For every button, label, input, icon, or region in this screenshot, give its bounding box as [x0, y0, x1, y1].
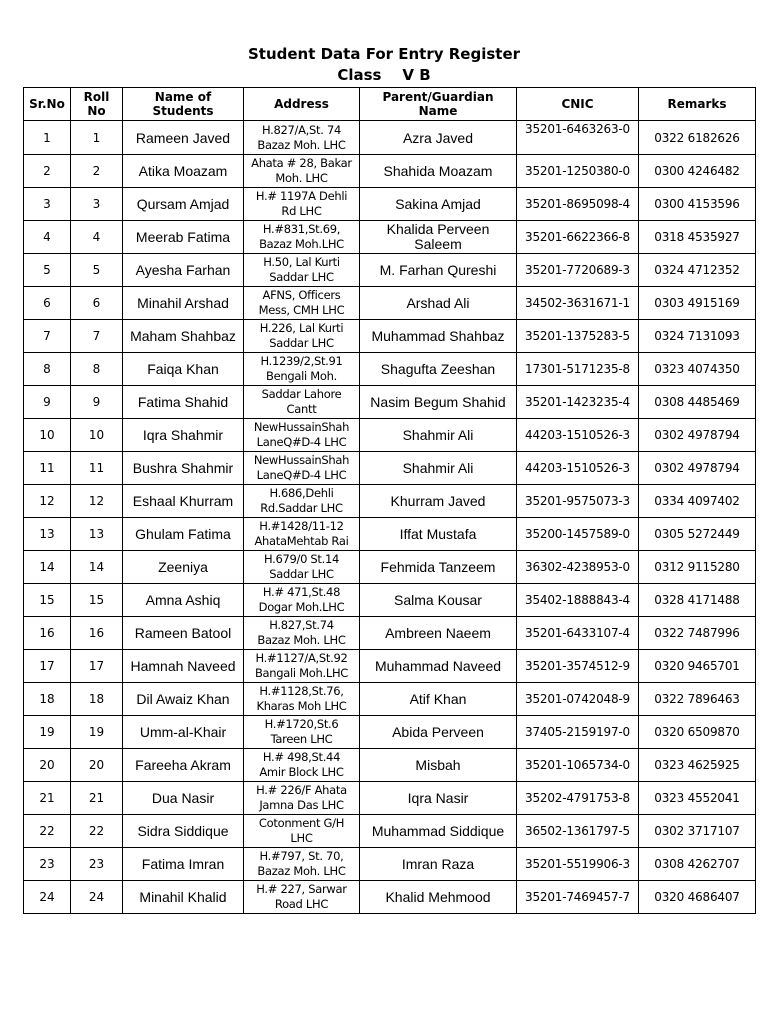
sr-no-cell: 8	[24, 353, 71, 386]
remarks-cell: 0300 4246482	[639, 155, 756, 188]
table-row	[24, 518, 756, 551]
cnic-cell: 36502-1361797-5	[517, 815, 639, 848]
table-row	[24, 353, 756, 386]
roll-no-cell: 19	[71, 716, 123, 749]
header-cnic: CNIC	[517, 88, 639, 121]
table-row	[24, 716, 756, 749]
cnic-cell: 35201-6433107-4	[517, 617, 639, 650]
address-cell	[244, 848, 360, 881]
parent-guardian-cell: Shahida Moazam	[360, 155, 517, 188]
address-line: Ahata # 28, Bakar	[251, 156, 352, 170]
address-line: Saddar Lahore	[261, 387, 342, 401]
roll-no-cell: 10	[71, 419, 123, 452]
cnic-cell: 35201-8695098-4	[517, 188, 639, 221]
address-line: Bazaz Moh.LHC	[259, 237, 344, 251]
sr-no-cell: 13	[24, 518, 71, 551]
address-cell	[244, 782, 360, 815]
cnic-cell: 35201-1423235-4	[517, 386, 639, 419]
parent-guardian-cell: Shahmir Ali	[360, 419, 517, 452]
sr-no-cell: 11	[24, 452, 71, 485]
cnic-cell: 34502-3631671-1	[517, 287, 639, 320]
cnic-cell: 36302-4238953-0	[517, 551, 639, 584]
roll-no-cell: 7	[71, 320, 123, 353]
table-row	[24, 551, 756, 584]
roll-no-cell: 2	[71, 155, 123, 188]
table-row	[24, 650, 756, 683]
parent-guardian-cell: Iffat Mustafa	[360, 518, 517, 551]
address-line: NewHussainShah	[253, 453, 350, 467]
student-name-cell: Umm-al-Khair	[123, 716, 244, 749]
address-line: LaneQ#D-4 LHC	[256, 435, 347, 449]
table-row	[24, 419, 756, 452]
address-line: H.#1128,St.76,	[259, 684, 344, 698]
table-row	[24, 617, 756, 650]
address-line: Bengali Moh.	[266, 369, 337, 383]
cnic-cell: 35201-3574512-9	[517, 650, 639, 683]
address-line: H.# 498,St.44	[262, 750, 341, 764]
address-cell	[244, 287, 360, 320]
address-line: Rd.Saddar LHC	[260, 501, 343, 515]
address-line: H.827/A,St. 74	[261, 122, 341, 137]
address-line: Road LHC	[274, 897, 329, 911]
address-line: Bazaz Moh. LHC	[257, 137, 346, 152]
address-cell	[244, 221, 360, 254]
table-row	[24, 848, 756, 881]
student-name-cell: Eshaal Khurram	[123, 485, 244, 518]
address-line: Bangali Moh.LHC	[254, 666, 349, 680]
table-row	[24, 287, 756, 320]
cnic-cell: 35201-1250380-0	[517, 155, 639, 188]
remarks-cell: 0320 4686407	[639, 881, 756, 914]
header-row	[24, 88, 756, 121]
remarks-cell: 0312 9115280	[639, 551, 756, 584]
address-line: H.#831,St.69,	[262, 222, 341, 236]
address-line: H.226, Lal Kurti	[259, 321, 344, 335]
student-name-cell: Ghulam Fatima	[123, 518, 244, 551]
student-name-cell: Rameen Batool	[123, 617, 244, 650]
remarks-cell: 0322 7487996	[639, 617, 756, 650]
address-line: H.679/0 St.14	[263, 552, 340, 566]
address-line: Cotonment G/H	[258, 816, 345, 830]
remarks-cell: 0324 7131093	[639, 320, 756, 353]
student-name-cell: Fatima Imran	[123, 848, 244, 881]
cnic-cell: 35201-9575073-3	[517, 485, 639, 518]
student-name-cell: Minahil Khalid	[123, 881, 244, 914]
cnic-cell: 35202-4791753-8	[517, 782, 639, 815]
table-row	[24, 452, 756, 485]
remarks-cell: 0302 4978794	[639, 452, 756, 485]
remarks-cell: 0322 6182626	[639, 121, 756, 155]
address-line: H.# 227, Sarwar	[256, 882, 347, 896]
table-row	[24, 188, 756, 221]
table-row	[24, 155, 756, 188]
student-name-cell: Maham Shahbaz	[123, 320, 244, 353]
cnic-cell: 35201-1065734-0	[517, 749, 639, 782]
roll-no-cell: 20	[71, 749, 123, 782]
address-line: H.#1720,St.6	[264, 717, 339, 731]
sr-no-cell: 6	[24, 287, 71, 320]
table-row	[24, 386, 756, 419]
address-cell	[244, 452, 360, 485]
parent-guardian-cell: Arshad Ali	[360, 287, 517, 320]
roll-no-cell: 8	[71, 353, 123, 386]
remarks-cell: 0323 4625925	[639, 749, 756, 782]
address-line: Saddar LHC	[269, 567, 334, 581]
student-name-cell: Amna Ashiq	[123, 584, 244, 617]
address-cell	[244, 617, 360, 650]
cnic-cell: 37405-2159197-0	[517, 716, 639, 749]
cnic-cell: 35201-0742048-9	[517, 683, 639, 716]
address-cell	[244, 485, 360, 518]
address-cell	[244, 683, 360, 716]
student-name-cell: Dil Awaiz Khan	[123, 683, 244, 716]
address-line: H.#797, St. 70,	[259, 849, 344, 863]
address-cell	[244, 716, 360, 749]
address-cell	[244, 121, 360, 155]
sr-no-cell: 10	[24, 419, 71, 452]
sr-no-cell: 7	[24, 320, 71, 353]
sr-no-cell: 19	[24, 716, 71, 749]
header-roll-no	[71, 88, 123, 121]
sr-no-cell: 17	[24, 650, 71, 683]
student-name-cell: Ayesha Farhan	[123, 254, 244, 287]
parent-guardian-cell: Shagufta Zeeshan	[360, 353, 517, 386]
remarks-cell: 0308 4262707	[639, 848, 756, 881]
sr-no-cell: 3	[24, 188, 71, 221]
address-line: H.#1428/11-12	[259, 519, 344, 533]
address-line: Mess, CMH LHC	[258, 303, 345, 317]
roll-no-cell: 5	[71, 254, 123, 287]
address-line: Saddar LHC	[269, 336, 334, 350]
remarks-cell: 0324 4712352	[639, 254, 756, 287]
address-cell	[244, 188, 360, 221]
remarks-cell: 0302 4978794	[639, 419, 756, 452]
student-name-cell: Bushra Shahmir	[123, 452, 244, 485]
address-line: Cantt	[286, 402, 317, 416]
sr-no-cell: 9	[24, 386, 71, 419]
address-line: H.827,St.74	[269, 618, 334, 632]
table-row	[24, 254, 756, 287]
address-line: H.1239/2,St.91	[260, 354, 343, 368]
remarks-cell: 0323 4074350	[639, 353, 756, 386]
address-cell	[244, 584, 360, 617]
student-name-cell: Zeeniya	[123, 551, 244, 584]
sr-no-cell: 24	[24, 881, 71, 914]
sr-no-cell: 22	[24, 815, 71, 848]
class-line: Class V B	[337, 66, 431, 84]
parent-guardian-cell: Khalid Mehmood	[360, 881, 517, 914]
remarks-cell: 0305 5272449	[639, 518, 756, 551]
cnic-cell: 35201-1375283-5	[517, 320, 639, 353]
roll-no-cell: 21	[71, 782, 123, 815]
address-line: Bazaz Moh. LHC	[257, 864, 346, 878]
address-cell	[244, 155, 360, 188]
sr-no-cell: 5	[24, 254, 71, 287]
roll-no-cell: 15	[71, 584, 123, 617]
parent-guardian-cell: Khurram Javed	[360, 485, 517, 518]
parent-guardian-cell: Shahmir Ali	[360, 452, 517, 485]
student-data-table	[23, 87, 756, 914]
parent-guardian-cell: Misbah	[360, 749, 517, 782]
parent-guardian-cell: Atif Khan	[360, 683, 517, 716]
parent-guardian-cell: Muhammad Naveed	[360, 650, 517, 683]
student-name-cell: Fareeha Akram	[123, 749, 244, 782]
address-line: Jamna Das LHC	[259, 798, 344, 812]
roll-no-cell: 12	[71, 485, 123, 518]
address-cell	[244, 881, 360, 914]
address-cell	[244, 254, 360, 287]
table-row	[24, 782, 756, 815]
address-line: LaneQ#D-4 LHC	[256, 468, 347, 482]
remarks-cell: 0308 4485469	[639, 386, 756, 419]
remarks-cell: 0318 4535927	[639, 221, 756, 254]
sr-no-cell: 18	[24, 683, 71, 716]
roll-no-cell: 17	[71, 650, 123, 683]
student-name-cell: Dua Nasir	[123, 782, 244, 815]
address-cell	[244, 749, 360, 782]
remarks-cell: 0322 7896463	[639, 683, 756, 716]
roll-no-cell: 3	[71, 188, 123, 221]
table-row	[24, 683, 756, 716]
table-row	[24, 485, 756, 518]
header-remarks: Remarks	[639, 88, 756, 121]
cnic-cell: 35200-1457589-0	[517, 518, 639, 551]
address-line: H.50, Lal Kurti	[263, 255, 340, 269]
address-cell	[244, 353, 360, 386]
table-row	[24, 815, 756, 848]
roll-no-cell: 23	[71, 848, 123, 881]
sr-no-cell: 14	[24, 551, 71, 584]
cnic-cell: 44203-1510526-3	[517, 419, 639, 452]
parent-guardian-cell: Fehmida Tanzeem	[360, 551, 517, 584]
cnic-cell: 35201-7720689-3	[517, 254, 639, 287]
sr-no-cell: 2	[24, 155, 71, 188]
parent-guardian-cell: Imran Raza	[360, 848, 517, 881]
parent-guardian-cell: Muhammad Siddique	[360, 815, 517, 848]
parent-guardian-cell: Abida Perveen	[360, 716, 517, 749]
address-cell	[244, 551, 360, 584]
roll-no-cell: 9	[71, 386, 123, 419]
header-sr-no: Sr.No	[24, 88, 71, 121]
address-line: AFNS, Officers	[262, 288, 341, 302]
parent-guardian-cell: M. Farhan Qureshi	[360, 254, 517, 287]
table-row	[24, 584, 756, 617]
address-line: Tareen LHC	[270, 732, 333, 746]
remarks-cell: 0334 4097402	[639, 485, 756, 518]
address-line: NewHussainShah	[253, 420, 350, 434]
address-cell	[244, 650, 360, 683]
address-line: H.686,Dehli	[269, 486, 334, 500]
sr-no-cell: 20	[24, 749, 71, 782]
address-cell	[244, 386, 360, 419]
parent-guardian-cell: Khalida Perveen Saleem	[360, 221, 517, 254]
address-line: Saddar LHC	[269, 270, 334, 284]
roll-no-cell: 16	[71, 617, 123, 650]
table-row	[24, 221, 756, 254]
student-name-cell: Faiqa Khan	[123, 353, 244, 386]
remarks-cell: 0320 9465701	[639, 650, 756, 683]
address-line: Kharas Moh LHC	[256, 699, 347, 713]
parent-guardian-cell: Iqra Nasir	[360, 782, 517, 815]
address-line: H.# 471,St.48	[262, 585, 341, 599]
cnic-cell: 44203-1510526-3	[517, 452, 639, 485]
student-name-cell: Iqra Shahmir	[123, 419, 244, 452]
address-line: LHC	[290, 831, 313, 845]
address-line: AhataMehtab Rai	[254, 534, 349, 548]
roll-no-cell: 6	[71, 287, 123, 320]
parent-guardian-cell: Azra Javed	[360, 121, 517, 155]
address-cell	[244, 518, 360, 551]
header-parent-guardian-name: Parent/Guardian Name	[360, 88, 517, 121]
document-title: Student Data For Entry Register	[247, 45, 521, 63]
student-name-cell: Sidra Siddique	[123, 815, 244, 848]
cnic-cell: 35201-6463263-0	[517, 121, 639, 155]
parent-guardian-cell: Muhammad Shahbaz	[360, 320, 517, 353]
roll-no-cell: 14	[71, 551, 123, 584]
sr-no-cell: 12	[24, 485, 71, 518]
address-line: Moh. LHC	[275, 171, 328, 185]
student-name-cell: Qursam Amjad	[123, 188, 244, 221]
table-row	[24, 320, 756, 353]
student-name-cell: Hamnah Naveed	[123, 650, 244, 683]
parent-guardian-cell: Nasim Begum Shahid	[360, 386, 517, 419]
student-name-cell: Minahil Arshad	[123, 287, 244, 320]
table-row	[24, 121, 756, 155]
remarks-cell: 0300 4153596	[639, 188, 756, 221]
roll-no-cell: 1	[71, 121, 123, 155]
cnic-cell: 17301-5171235-8	[517, 353, 639, 386]
address-line: H.# 226/F Ahata	[256, 783, 347, 797]
address-line: H.#1127/A,St.92	[255, 651, 348, 665]
roll-no-cell: 24	[71, 881, 123, 914]
table-row	[24, 749, 756, 782]
address-line: Rd LHC	[281, 204, 322, 218]
parent-guardian-cell: Ambreen Naeem	[360, 617, 517, 650]
address-line: Dogar Moh.LHC	[258, 600, 345, 614]
address-cell	[244, 320, 360, 353]
student-name-cell: Fatima Shahid	[123, 386, 244, 419]
remarks-cell: 0320 6509870	[639, 716, 756, 749]
cnic-cell: 35201-7469457-7	[517, 881, 639, 914]
sr-no-cell: 16	[24, 617, 71, 650]
student-name-cell: Rameen Javed	[123, 121, 244, 155]
address-line: H.# 1197A Dehli	[255, 189, 348, 203]
roll-no-cell: 13	[71, 518, 123, 551]
remarks-cell: 0323 4552041	[639, 782, 756, 815]
cnic-cell: 35201-5519906-3	[517, 848, 639, 881]
sr-no-cell: 1	[24, 121, 71, 155]
sr-no-cell: 23	[24, 848, 71, 881]
address-line: Amir Block LHC	[259, 765, 344, 779]
student-name-cell: Atika Moazam	[123, 155, 244, 188]
cnic-cell: 35201-6622366-8	[517, 221, 639, 254]
sr-no-cell: 15	[24, 584, 71, 617]
header-address: Address	[244, 88, 360, 121]
student-name-cell: Meerab Fatima	[123, 221, 244, 254]
table-row	[24, 881, 756, 914]
roll-no-cell: 22	[71, 815, 123, 848]
roll-no-cell: 11	[71, 452, 123, 485]
parent-guardian-cell: Sakina Amjad	[360, 188, 517, 221]
roll-no-cell: 18	[71, 683, 123, 716]
address-cell	[244, 815, 360, 848]
sr-no-cell: 21	[24, 782, 71, 815]
header-roll-no-label: Roll No	[83, 90, 110, 118]
address-line: Bazaz Moh. LHC	[257, 633, 346, 647]
remarks-cell: 0302 3717107	[639, 815, 756, 848]
remarks-cell: 0303 4915169	[639, 287, 756, 320]
address-cell	[244, 419, 360, 452]
remarks-cell: 0328 4171488	[639, 584, 756, 617]
cnic-cell: 35402-1888843-4	[517, 584, 639, 617]
parent-guardian-cell: Salma Kousar	[360, 584, 517, 617]
roll-no-cell: 4	[71, 221, 123, 254]
sr-no-cell: 4	[24, 221, 71, 254]
header-name-of-students: Name of Students	[123, 88, 244, 121]
